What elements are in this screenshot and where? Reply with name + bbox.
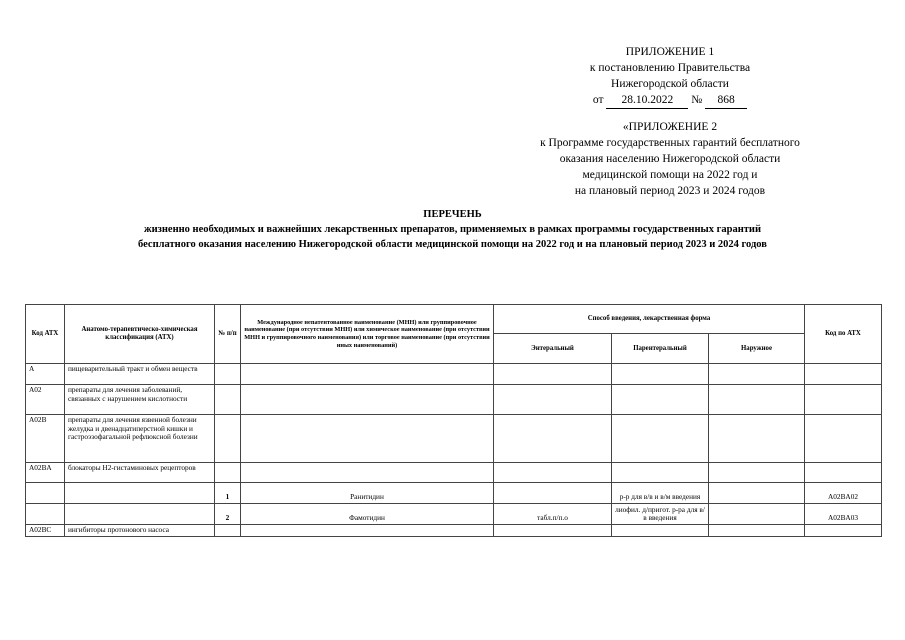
appendix-1-title: ПРИЛОЖЕНИЕ 1 — [625, 46, 715, 58]
header-code: Код АТХ — [26, 305, 65, 364]
cell-code-atc: A02BA03 — [805, 504, 882, 525]
cell-parenteral — [612, 385, 709, 415]
decree-date: 28.10.2022 — [606, 92, 688, 109]
cell-code: A02B — [26, 415, 65, 463]
cell-parenteral — [612, 415, 709, 463]
appendix-2-line: на плановый период 2023 и 2024 годов — [574, 185, 766, 197]
cell-number — [215, 364, 241, 385]
cell-name — [241, 385, 494, 415]
table-row — [26, 463, 882, 483]
cell-code-atc — [805, 364, 882, 385]
table-header-row — [26, 305, 882, 334]
cell-name — [241, 364, 494, 385]
from-label: от — [592, 94, 604, 106]
list-subtitle-line1: жизненно необходимых и важнейших лекарственных препаратов, применяемых в рамках программы государственных гарантий — [143, 224, 762, 235]
cell-code-atc: A02BA02 — [805, 483, 882, 504]
cell-parenteral: р-р для в/в и в/м введения — [612, 483, 709, 504]
header-method: Способ введения, лекарственная форма — [494, 305, 805, 334]
cell-code-atc — [805, 415, 882, 463]
cell-code: A02 — [26, 385, 65, 415]
cell-name: Фамотидин — [241, 504, 494, 525]
table-row — [26, 364, 882, 385]
cell-external — [709, 364, 805, 385]
cell-name — [241, 463, 494, 483]
number-label: № — [691, 94, 703, 106]
appendix-2-line: медицинской помощи на 2022 год и — [582, 169, 758, 181]
cell-number: 2 — [215, 504, 241, 525]
appendix-1-date-line — [520, 92, 820, 109]
appendix-1-block — [520, 44, 820, 109]
header-code-atc: Код по АТХ — [805, 305, 882, 364]
cell-external — [709, 504, 805, 525]
cell-classification: препараты для лечения язвенной болезни желудка и двенадцатиперстной кишки и гастроэзофагальной рефлюксной болезни — [65, 415, 215, 463]
header-classification: Анатомо-терапевтическо-химическая классификация (АТХ) — [65, 305, 215, 364]
cell-external — [709, 415, 805, 463]
cell-enteral — [494, 415, 612, 463]
cell-enteral — [494, 385, 612, 415]
cell-code-atc — [805, 525, 882, 537]
cell-number — [215, 415, 241, 463]
cell-enteral — [494, 483, 612, 504]
cell-code-atc — [805, 463, 882, 483]
cell-code: A02BA — [26, 463, 65, 483]
cell-code — [26, 504, 65, 525]
cell-number — [215, 385, 241, 415]
cell-external — [709, 463, 805, 483]
cell-code: A — [26, 364, 65, 385]
cell-name — [241, 525, 494, 537]
header-number: № п/п — [215, 305, 241, 364]
cell-parenteral — [612, 364, 709, 385]
header-enteral: Энтеральный — [494, 334, 612, 364]
cell-parenteral: лиофил. д/пригот. р-ра для в/в введения — [612, 504, 709, 525]
cell-enteral: табл.п/п.о — [494, 504, 612, 525]
table-row — [26, 415, 882, 463]
cell-number — [215, 525, 241, 537]
table-row — [26, 385, 882, 415]
cell-number — [215, 463, 241, 483]
decree-number: 868 — [705, 92, 747, 109]
cell-parenteral — [612, 525, 709, 537]
cell-code-atc — [805, 385, 882, 415]
appendix-2-title: «ПРИЛОЖЕНИЕ 2 — [622, 121, 718, 133]
cell-external — [709, 385, 805, 415]
appendix-2-line: к Программе государственных гарантий бесплатного — [540, 137, 800, 149]
table-row — [26, 504, 882, 525]
cell-classification: ингибиторы протонового насоса — [65, 525, 215, 537]
list-subtitle-line2: бесплатного оказания населению Нижегородской области медицинской помощи на 2022 год и на плановый период 2023 и 2024 годов — [138, 239, 767, 250]
cell-classification: препараты для лечения заболеваний, связанных с нарушением кислотности — [65, 385, 215, 415]
cell-code: A02BC — [26, 525, 65, 537]
appendix-1-line3: Нижегородской области — [611, 78, 729, 90]
appendix-2-block — [510, 119, 830, 199]
cell-enteral — [494, 364, 612, 385]
appendix-2-line: оказания населению Нижегородской области — [559, 153, 781, 165]
cell-external — [709, 525, 805, 537]
cell-name: Ранитидин — [241, 483, 494, 504]
cell-enteral — [494, 525, 612, 537]
cell-code — [26, 483, 65, 504]
cell-name — [241, 415, 494, 463]
cell-classification: пищеварительный тракт и обмен веществ — [65, 364, 215, 385]
cell-external — [709, 483, 805, 504]
cell-enteral — [494, 463, 612, 483]
header-name: Международное непатентованное наименование (МНН) или группировочное наименование (при отсутствии МНН) или химическое наименование (при отсутствии МНН и группировочного наименования) или торговое наименование (при отсутствии иных наименований) — [241, 305, 494, 364]
list-title: ПЕРЕЧЕНЬ — [423, 209, 482, 220]
cell-classification — [65, 483, 215, 504]
table-row — [26, 483, 882, 504]
cell-classification: блокаторы Н2-гистаминовых рецепторов — [65, 463, 215, 483]
cell-classification — [65, 504, 215, 525]
list-heading — [40, 207, 865, 252]
cell-number: 1 — [215, 483, 241, 504]
header-external: Наружное — [709, 334, 805, 364]
cell-parenteral — [612, 463, 709, 483]
table-row — [26, 525, 882, 537]
appendix-1-line2: к постановлению Правительства — [589, 62, 751, 74]
header-parenteral: Парентеральный — [612, 334, 709, 364]
drug-list-table — [25, 304, 882, 537]
